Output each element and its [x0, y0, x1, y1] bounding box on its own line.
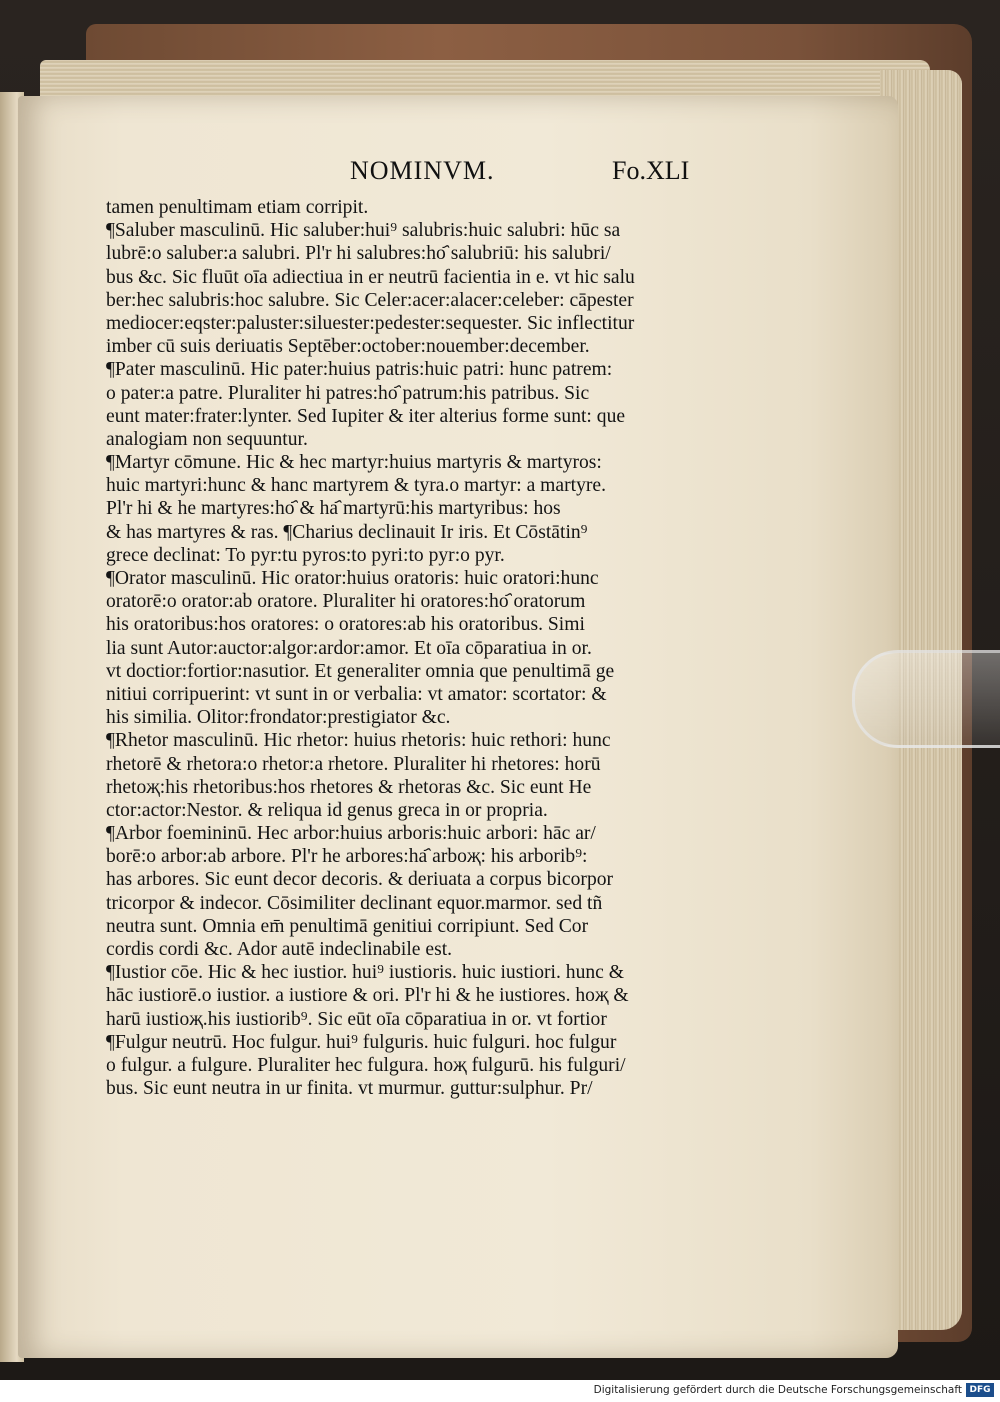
text-line: o pater:a patre. Pluraliter hi patres:ho҄ patrum:his patribus. Sic	[106, 382, 590, 404]
text-line: tricorpor & indecor. Cōsimiliter declinant equor.marmor. sed tñ	[106, 892, 603, 914]
page-clip	[852, 650, 1000, 748]
text-line: imber cū suis deriuatis Septēber:october:nouember:december.	[106, 336, 590, 358]
text-line: tamen penultimam etiam corripit.	[106, 197, 369, 218]
text-line: ¶Fulgur neutrū. Hoc fulgur. hui⁹ fulguris. huic fulguri. hoc fulgur	[106, 1031, 617, 1053]
text-line: bus &c. Sic fluūt oīa adiectiua in er neutrū facientia in e. vt hic salu	[106, 266, 635, 288]
text-line: nitiui corripuerint: vt sunt in or verbalia: vt amator: scortator: &	[106, 683, 607, 705]
text-line: ctor:actor:Nestor. & reliqua id genus greca in or propria.	[106, 799, 548, 821]
text-block	[106, 196, 756, 1100]
text-line: ¶Orator masculinū. Hic orator:huius oratoris: huic oratori:hunc	[106, 568, 599, 589]
text-line: o fulgur. a fulgure. Pluraliter hec fulgura. hoҗ fulgurū. his fulguri/	[106, 1054, 626, 1076]
text-line: ¶Saluber masculinū. Hic saluber:hui⁹ salubris:huic salubri: hūc sa	[106, 220, 621, 242]
text-line: analogiam non sequuntur.	[106, 428, 308, 450]
text-line: mediocer:eqster:paluster:siluester:pedester:sequester. Sic inflectitur	[106, 312, 635, 334]
text-line: rhetorē & rhetora:o rhetor:a rhetore. Pluraliter hi rhetores: horū	[106, 753, 601, 775]
text-line: Pl'r hi & he martyres:ho҄ & ha҄ martyrū:his martyribus: hos	[106, 498, 561, 520]
text-line: hāc iustiorē.o iustior. a iustiore & ori. Pl'r hi & he iustiores. hoҗ &	[106, 985, 629, 1007]
text-line: eunt mater:frater:lynter. Sed Iupiter & iter alterius forme sunt: que	[106, 405, 626, 427]
funding-credit: Digitalisierung gefördert durch die Deutsche Forschungsgemeinschaft	[593, 1384, 962, 1396]
text-line: lia sunt Autor:auctor:algor:ardor:amor. Et oīa cōparatiua in or.	[106, 637, 592, 659]
text-line: ber:hec salubris:hoc salubre. Sic Celer:acer:alacer:celeber: cāpester	[106, 289, 634, 311]
text-line: rhetoҗ:his rhetoribus:hos rhetores & rhetoras &c. Sic eunt He	[106, 776, 592, 798]
text-line: lubrē:o saluber:a salubri. Pl'r hi salubres:ho҄ salubriū: his salubri/	[106, 243, 611, 265]
running-title: NOMINVM.	[350, 156, 495, 185]
text-line: ¶Martyr cōmune. Hic & hec martyr:huius martyris & martyros:	[106, 452, 602, 474]
page-header	[350, 156, 720, 196]
folio-number: Fo.XLI	[612, 156, 690, 185]
text-line: harū iustioҗ.his iustiorib⁹. Sic eūt oīa cōparatiua in or. vt fortior	[106, 1008, 607, 1030]
text-line: has arbores. Sic eunt decor decoris. & deriuata a corpus bicorpor	[106, 869, 614, 891]
text-line: cordis cordi &c. Ador autē indeclinabile est.	[106, 939, 453, 960]
text-line: ¶Arbor foemininū. Hec arbor:huius arboris:huic arbori: hāc ar/	[106, 823, 596, 845]
text-line: & has martyres & ras. ¶Charius declinauit Ir iris. Et Cōstātin⁹	[106, 521, 588, 543]
text-line: bus. Sic eunt neutra in ur finita. vt murmur. guttur:sulphur. Pr/	[106, 1078, 593, 1100]
text-line: huic martyri:hunc & hanc martyrem & tyra.o martyr: a martyre.	[106, 475, 607, 497]
text-line: ¶Pater masculinū. Hic pater:huius patris:huic patri: hunc patrem:	[106, 359, 613, 381]
dfg-logo: DFG	[966, 1383, 994, 1397]
text-line: ¶Iustior cōe. Hic & hec iustior. hui⁹ iustioris. huic iustiori. hunc &	[106, 962, 625, 984]
text-line: grece declinat: To pyr:tu pyros:to pyri:to pyr:o pyr.	[106, 544, 505, 566]
text-line: vt doctior:fortior:nasutior. Et generaliter omnia que penultimā ge	[106, 660, 615, 682]
text-line: ¶Rhetor masculinū. Hic rhetor: huius rhetoris: huic rethori: hunc	[106, 730, 611, 752]
text-line: his oratoribus:hos oratores: o oratores:ab his oratoribus. Simi	[106, 614, 585, 636]
text-line: borē:o arbor:ab arbore. Pl'r he arbores:ha҄ arboҗ: his arborib⁹:	[106, 846, 588, 868]
text-line: neutra sunt. Omnia em̄ penultimā genitiui corripiunt. Sed Cor	[106, 915, 589, 937]
footer-bar	[0, 1380, 1000, 1402]
text-line: his similia. Olitor:frondator:prestigiator &c.	[106, 707, 451, 729]
text-line: oratorē:o orator:ab oratore. Pluraliter hi oratores:ho҄ oratorum	[106, 591, 586, 613]
